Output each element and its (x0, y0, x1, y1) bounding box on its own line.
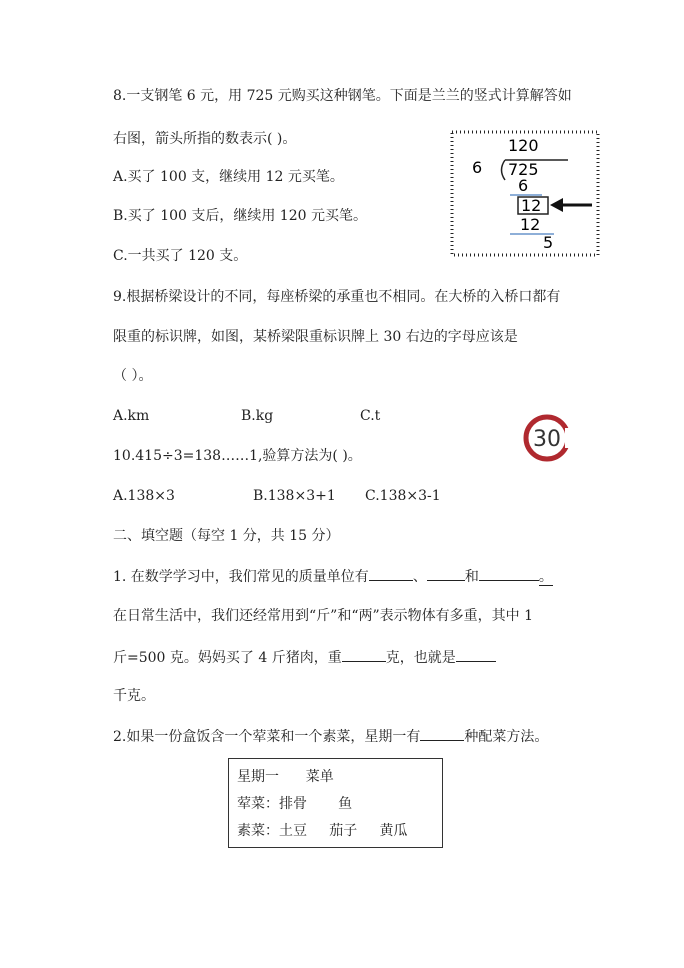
fill1-blank3[interactable] (479, 566, 539, 581)
dividend-text: 725 (508, 160, 539, 179)
sign-ring-gap (565, 428, 577, 448)
fill1-line3-text-a: 斤=500 克。妈妈买了 4 斤猪肉，重 (113, 650, 342, 666)
q8-line2: 右图，箭头所指的数表示( )。 (113, 131, 297, 147)
fill2-text-a: 2.如果一份盒饭含一个荤菜和一个素菜，星期一有 (113, 729, 421, 745)
weight-limit-sign (517, 414, 577, 462)
q8-line1: 8.一支钢笔 6 元，用 725 元购买这种钢笔。下面是兰兰的竖式计算解答如 (113, 88, 572, 104)
fill1-text-a: 1. 在数学学习中，我们常见的质量单位有 (113, 569, 369, 585)
menu-meat-row: 荤菜：排骨 鱼 (237, 796, 353, 812)
q9-line3: （ ）。 (113, 368, 153, 384)
sign-number: 30 (533, 427, 561, 452)
fill1-line3-text-b: 克，也就是 (385, 650, 456, 666)
fill1-blank1[interactable] (369, 566, 413, 581)
fill1-line2: 在日常生活中，我们还经常用到“斤”和“两”表示物体有多重，其中 1 (113, 608, 533, 624)
boxed-number-text: 12 (521, 196, 542, 215)
fill1-blank5[interactable] (456, 647, 496, 662)
step2-text: 12 (520, 215, 541, 234)
remainder-text: 5 (543, 233, 554, 252)
fill2-line1 (113, 726, 548, 747)
q8-option-c: C.一共买了 120 支。 (113, 248, 248, 264)
menu-veg-row: 素菜：土豆 茄子 黄瓜 (237, 823, 408, 839)
fill1-blank4[interactable] (342, 647, 386, 662)
q10-option-c: C.138×3-1 (365, 488, 441, 504)
q10-option-a: A.138×3 (113, 488, 175, 504)
fill2-text-b: 种配菜方法。 (464, 729, 549, 745)
fill1-end: 。 (538, 569, 553, 585)
q8-option-b: B.买了 100 支后，继续用 120 元买笔。 (113, 208, 367, 224)
arrow-head (550, 198, 563, 212)
q9-option-c: C.t (360, 408, 381, 424)
menu-box (228, 758, 443, 848)
fill1-line4: 千克。 (113, 688, 155, 704)
long-division-figure (450, 130, 600, 257)
quotient-text: 120 (508, 136, 539, 155)
q8-option-a: A.买了 100 支，继续用 12 元买笔。 (113, 169, 344, 185)
section-title: 二、填空题（每空 1 分，共 15 分） (113, 528, 340, 544)
q9-option-b: B.kg (241, 408, 274, 424)
q9-option-a: A.km (113, 408, 150, 424)
menu-title: 星期一 菜单 (237, 769, 334, 785)
fill2-blank[interactable] (420, 726, 464, 741)
fill1-blank2[interactable] (427, 566, 465, 581)
q10-line1: 10.415÷3=138……1,验算方法为( )。 (113, 448, 362, 464)
q9-line2: 限重的标识牌，如图，某桥梁限重标识牌上 30 右边的字母应该是 (113, 329, 518, 345)
fill1-line1 (113, 566, 553, 587)
q10-option-b: B.138×3+1 (253, 488, 336, 504)
fill1-sep1: 、 (412, 569, 427, 585)
fill1-line3 (113, 647, 496, 668)
fill1-sep2: 和 (464, 569, 479, 585)
q9-line1: 9.根据桥梁设计的不同，每座桥梁的承重也不相同。在大桥的入桥口都有 (113, 289, 561, 305)
step1-text: 6 (518, 176, 529, 195)
divisor-text: 6 (472, 158, 483, 177)
